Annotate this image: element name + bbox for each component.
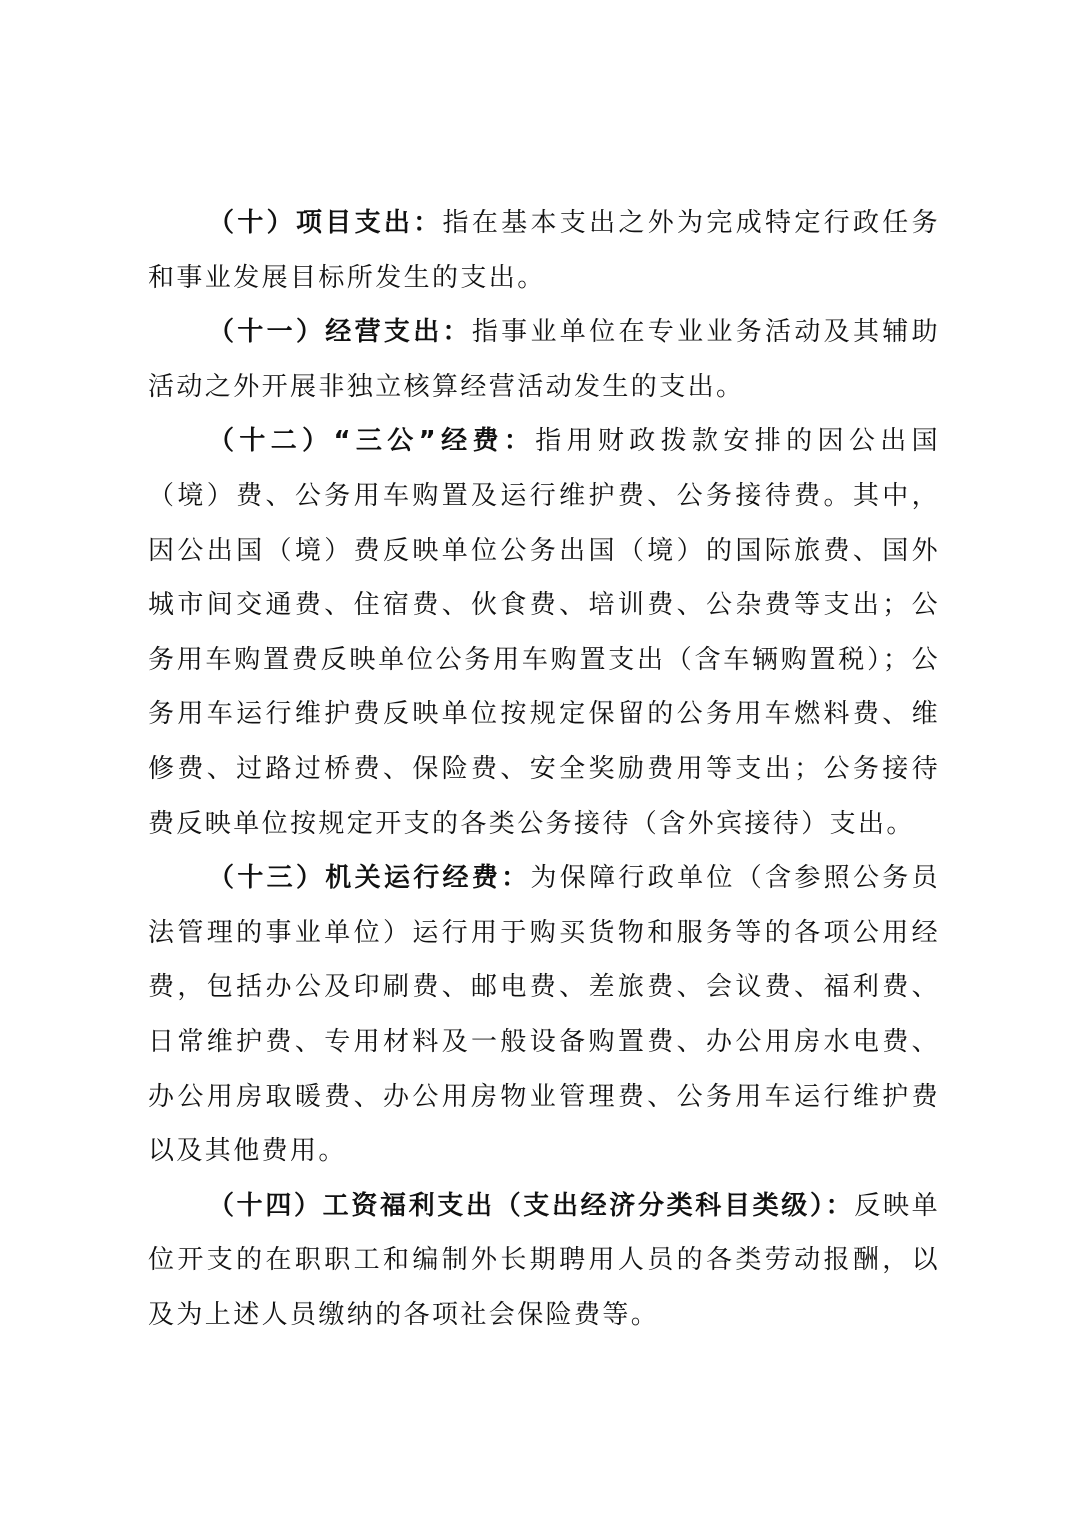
paragraph-three-public-expenses: [148, 414, 940, 851]
term-operating-expenditure: （十一）经营支出：: [208, 317, 472, 348]
definition-agency-operating-funds: 为保障行政单位（含参照公务员法管理的事业单位）运行用于购买货物和服务等的各项公用经费，包括办公及印刷费、邮电费、差旅费、会议费、福利费、日常维护费、专用材料及一般设备购置费、办公用房水电费、办公用房取暖费、办公用房物业管理费、公务用车运行维护费以及其他费用。: [148, 863, 940, 1167]
paragraph-project-expenditure: [148, 196, 940, 305]
paragraph-wage-welfare-expenditure: [148, 1179, 940, 1343]
definition-wage-welfare-expenditure: 反映单位开支的在职职工和编制外长期聘用人员的各类劳动报酬，以及为上述人员缴纳的各项社会保险费等。: [148, 1190, 941, 1330]
term-agency-operating-funds: （十三）机关运行经费：: [208, 863, 531, 894]
definition-three-public-expenses: 指用财政拨款安排的因公出国（境）费、公务用车购置及运行维护费、公务接待费。其中，因公出国（境）费反映单位公务出国（境）的国际旅费、国外城市间交通费、住宿费、伙食费、培训费、公杂费等支出；公务用车购置费反映单位公务用车购置支出（含车辆购置税）；公务用车运行维护费反映单位按规定保留的公务用车燃料费、维修费、过路过桥费、保险费、安全奖励费用等支出；公务接待费反映单位按规定开支的各类公务接待（含外宾接待）支出。: [148, 426, 940, 839]
term-project-expenditure: （十）项目支出：: [208, 208, 443, 238]
paragraph-operating-expenditure: [148, 305, 940, 414]
term-wage-welfare-expenditure: （十四）工资福利支出（支出经济分类科目类级）：: [208, 1190, 855, 1221]
paragraph-agency-operating-funds: [148, 851, 940, 1179]
definition-project-expenditure: 指在基本支出之外为完成特定行政任务和事业发展目标所发生的支出。: [148, 208, 940, 293]
document-body: [148, 196, 940, 1342]
definition-operating-expenditure: 指事业单位在专业业务活动及其辅助活动之外开展非独立核算经营活动发生的支出。: [148, 317, 940, 402]
term-three-public-expenses: （十二）“三公”经费：: [208, 426, 536, 457]
